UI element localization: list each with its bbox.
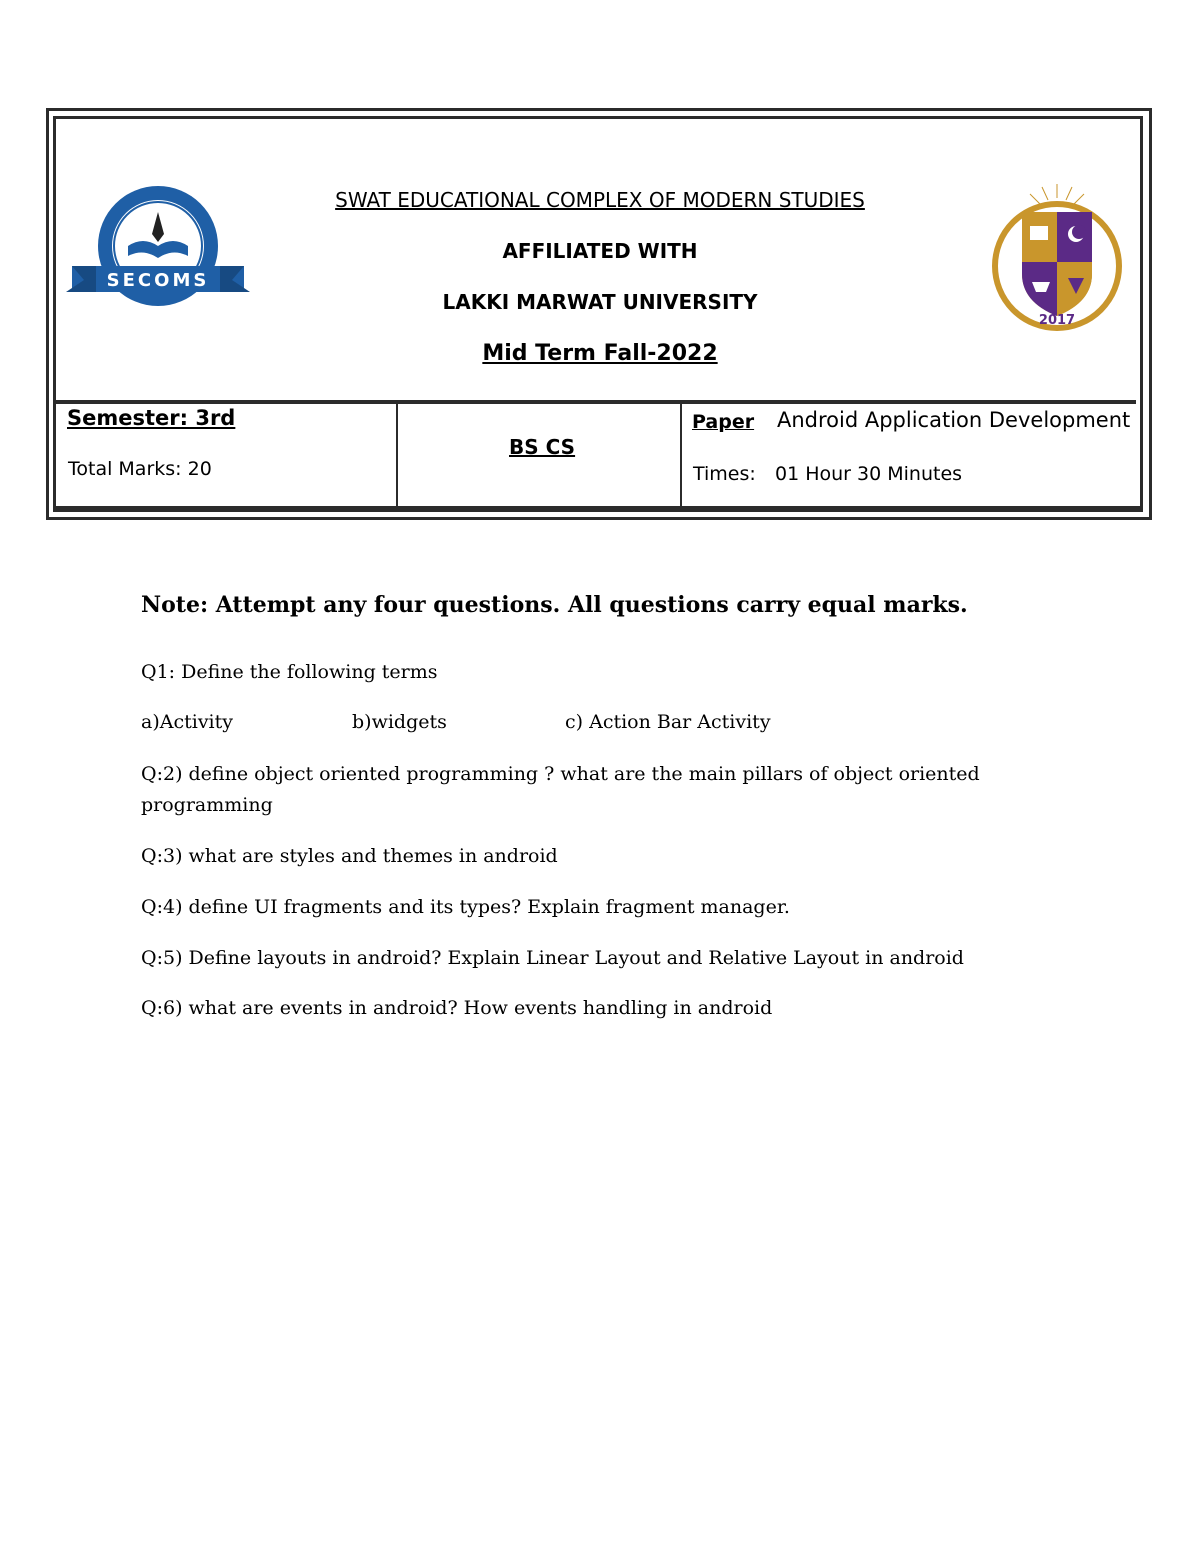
header-inner-frame: [53, 116, 1143, 512]
secoms-logo: [66, 184, 250, 314]
question-5: Q:5) Define layouts in android? Explain Linear Layout and Relative Layout in android: [141, 947, 964, 969]
question-6: Q:6) what are events in android? How events handling in android: [141, 997, 773, 1019]
semester-label: Semester: 3rd: [67, 406, 236, 430]
institution-name: SWAT EDUCATIONAL COMPLEX OF MODERN STUDIES: [335, 188, 865, 212]
paper-value: Android Application Development: [777, 408, 1131, 432]
exam-note: Note: Attempt any four questions. All questions carry equal marks.: [141, 592, 968, 618]
secoms-banner-text: SECOMS: [106, 270, 210, 291]
times-value: 01 Hour 30 Minutes: [775, 463, 963, 485]
q1-option-b: b)widgets: [352, 711, 447, 733]
paper-label: Paper: [692, 411, 755, 433]
university-name: LAKKI MARWAT UNIVERSITY: [442, 290, 758, 314]
info-table-divider-1: [396, 403, 398, 509]
affiliation-text: AFFILIATED WITH: [502, 239, 698, 263]
info-table-bottom-border: [56, 506, 1140, 509]
exam-title: Mid Term Fall-2022: [482, 341, 718, 366]
total-marks: Total Marks: 20: [68, 458, 212, 480]
question-4: Q:4) define UI fragments and its types? Explain fragment manager.: [141, 896, 790, 918]
question-3: Q:3) what are styles and themes in android: [141, 845, 558, 867]
times-label: Times:: [693, 463, 756, 485]
program-name: BS CS: [509, 435, 576, 459]
q1-option-a: a)Activity: [141, 711, 233, 733]
university-crest: [984, 182, 1130, 334]
info-table-divider-2: [680, 403, 682, 509]
info-table-top-border: [56, 400, 1136, 404]
q1-option-c: c) Action Bar Activity: [565, 711, 771, 733]
crest-year: 2017: [1038, 313, 1076, 328]
question-1: Q1: Define the following terms: [141, 661, 438, 683]
question-2: Q:2) define object oriented programming ? what are the main pillars of object oriented programming: [141, 763, 980, 816]
